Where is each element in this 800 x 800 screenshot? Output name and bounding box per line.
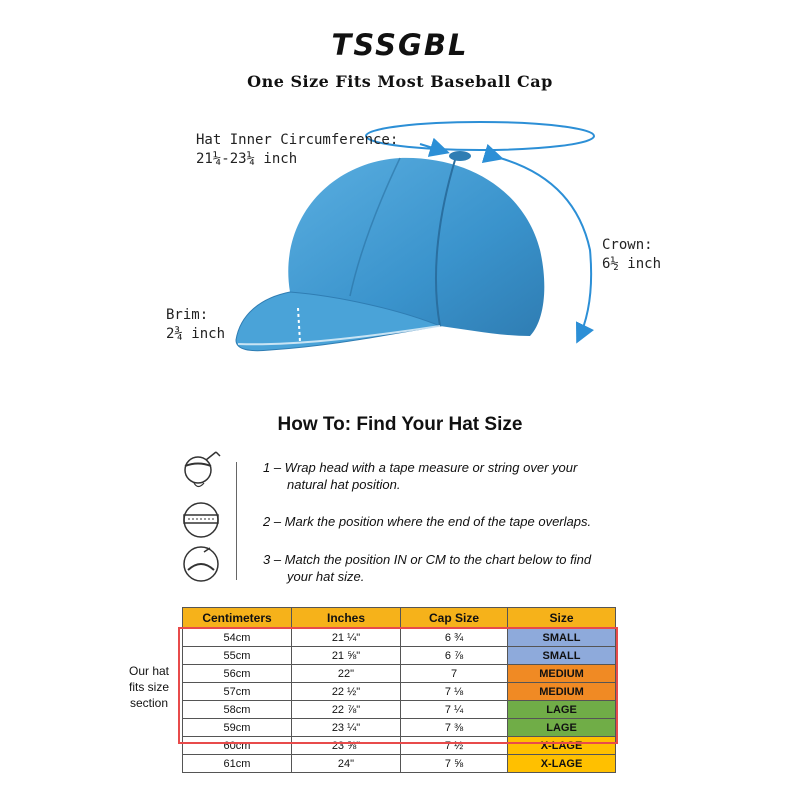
- crown-label: Crown:: [602, 237, 653, 253]
- brim-value: 2¾ inch: [166, 326, 226, 342]
- circumference-ring: [366, 122, 594, 150]
- cell-size: LAGE: [508, 719, 616, 737]
- cell-size: X-LAGE: [508, 755, 616, 773]
- cell-size: MEDIUM: [508, 665, 616, 683]
- cell-inches: 21 ¼": [292, 629, 401, 647]
- step-2: 2 – Mark the position where the end of the tape overlaps.: [263, 514, 592, 529]
- cell-cap-size: 6 ¾: [401, 629, 508, 647]
- cell-size: MEDIUM: [508, 683, 616, 701]
- cell-size: SMALL: [508, 647, 616, 665]
- cap-button: [449, 151, 471, 161]
- cell-centimeters: 58cm: [183, 701, 292, 719]
- header-cap-size: Cap Size: [401, 608, 508, 629]
- brim-label: Brim:: [166, 307, 209, 323]
- cell-cap-size: 7 ⅛: [401, 683, 508, 701]
- cell-inches: 24": [292, 755, 401, 773]
- cell-centimeters: 56cm: [183, 665, 292, 683]
- cell-inches: 23 ⅝": [292, 737, 401, 755]
- fits-size-note: Our hat fits size section: [128, 664, 170, 710]
- cell-cap-size: 7 ½: [401, 737, 508, 755]
- cell-inches: 22": [292, 665, 401, 683]
- header-size: Size: [508, 608, 616, 629]
- steps-divider: [236, 462, 237, 580]
- tape-overlap-icon: [178, 500, 224, 540]
- match-size-icon: [178, 544, 224, 584]
- cell-inches: 21 ⅝": [292, 647, 401, 665]
- cell-cap-size: 7 ⅜: [401, 719, 508, 737]
- fits-size-highlight: [178, 627, 618, 744]
- cell-centimeters: 61cm: [183, 755, 292, 773]
- head-tape-icon: [176, 446, 224, 494]
- table-row: [183, 755, 616, 773]
- crown-value: 6½ inch: [602, 256, 662, 272]
- cell-size: LAGE: [508, 701, 616, 719]
- cell-cap-size: 6 ⅞: [401, 647, 508, 665]
- brand-title: TSSGBL: [331, 28, 469, 62]
- cell-size: SMALL: [508, 629, 616, 647]
- circumference-label: Hat Inner Circumference:: [196, 132, 399, 148]
- cell-centimeters: 55cm: [183, 647, 292, 665]
- cell-centimeters: 57cm: [183, 683, 292, 701]
- cell-cap-size: 7 ⅝: [401, 755, 508, 773]
- cell-centimeters: 60cm: [183, 737, 292, 755]
- cell-size: X-LAGE: [508, 737, 616, 755]
- size-chart-header: [183, 608, 616, 629]
- cell-inches: 23 ¼": [292, 719, 401, 737]
- howto-title: How To: Find Your Hat Size: [277, 414, 523, 435]
- cell-centimeters: 54cm: [183, 629, 292, 647]
- header-inches: Inches: [292, 608, 401, 629]
- cell-inches: 22 ½": [292, 683, 401, 701]
- cell-centimeters: 59cm: [183, 719, 292, 737]
- cap-diagram: [0, 100, 800, 370]
- circumference-value: 21¼-23¼ inch: [196, 151, 298, 167]
- step-3: 3 – Match the position IN or CM to the chart below to find your hat size.: [263, 552, 592, 584]
- product-subtitle: One Size Fits Most Baseball Cap: [247, 72, 553, 91]
- step-1: 1 – Wrap head with a tape measure or string over your natural hat position.: [263, 460, 578, 492]
- cell-inches: 22 ⅞": [292, 701, 401, 719]
- cell-cap-size: 7 ¼: [401, 701, 508, 719]
- cell-cap-size: 7: [401, 665, 508, 683]
- header-centimeters: Centimeters: [183, 608, 292, 629]
